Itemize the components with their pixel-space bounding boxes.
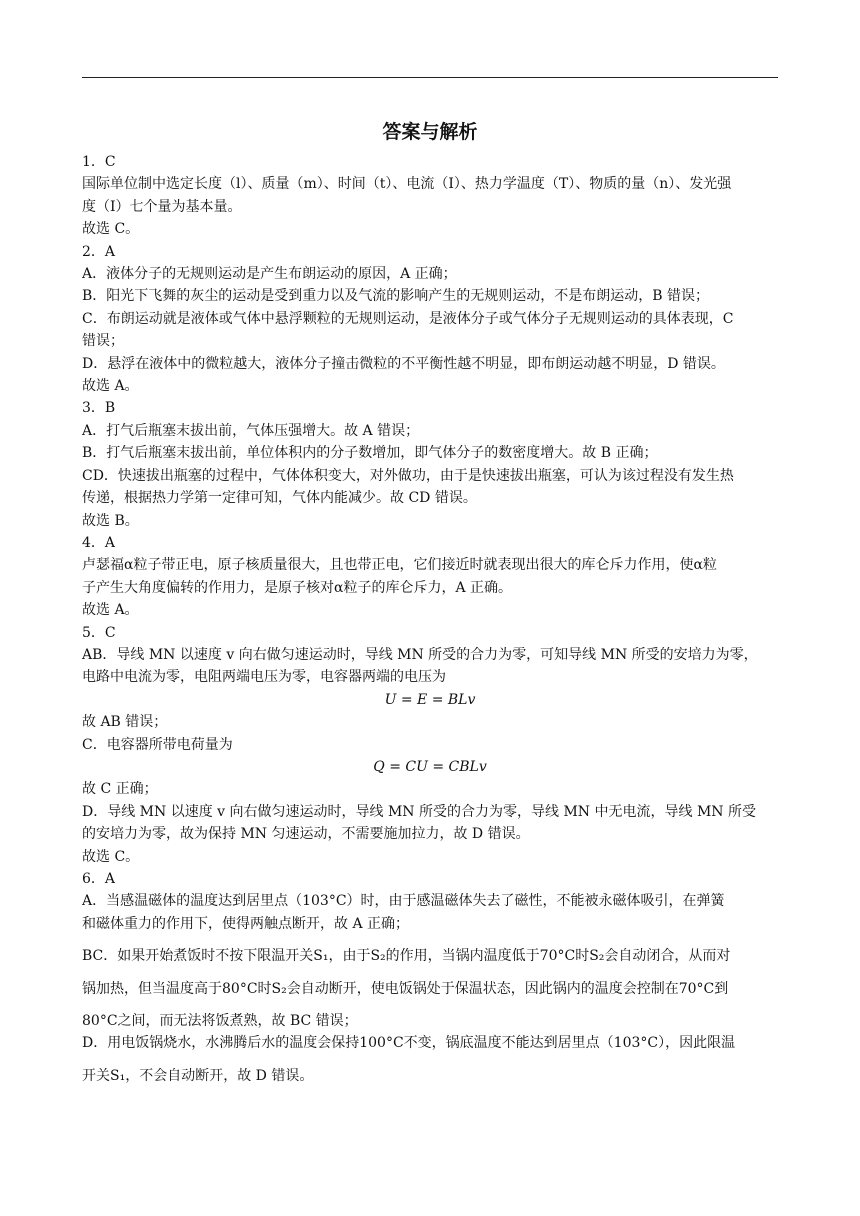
q6-option-d: 开关S₁，不会自动断开，故 D 错误。: [82, 1067, 314, 1084]
q6-option-d: D．用电饭锅烧水，水沸腾后水的温度会保持100°C不变，锅底温度不能达到居里点（103°C），因此限温: [82, 1035, 736, 1052]
q3-option-cd: 传递，根据热力学第一定律可知，气体内能减少。故 CD 错误。: [82, 490, 477, 507]
q4-answer: 4．A: [82, 534, 116, 551]
q1-answer: 1．C: [82, 154, 116, 170]
page-title: 答案与解析: [382, 121, 478, 143]
q6-option-bc: 锅加热，但当温度高于80°C时S₂会自动断开，使电饭锅处于保温状态，因此锅内的温度会控制在70°C到: [82, 980, 729, 997]
charge-equation: Q = CU = CBLv: [373, 758, 487, 775]
q6-option-bc: BC．如果开始煮饭时不按下限温开关S₁，由于S₂的作用，当锅内温度低于70°C时S₂会自动闭合，从而对: [82, 948, 731, 965]
q2-option-d: D．悬浮在液体中的微粒越大，液体分子撞击微粒的不平衡性越不明显，即布朗运动越不明显，D 错误。: [82, 355, 725, 372]
q5-answer: 5．C: [82, 624, 116, 641]
q5-option-ab-result: 故 AB 错误；: [82, 714, 168, 731]
q5-conclusion: 故选 C。: [82, 848, 140, 865]
q2-option-b: B．阳光下飞舞的灰尘的运动是受到重力以及气流的影响产生的无规则运动，不是布朗运动，B 错误；: [82, 288, 710, 305]
q1-explanation: 国际单位制中选定长度（l）、质量（m）、时间（t）、电流（I）、热力学温度（T）、物质的量（n）、发光强: [82, 176, 732, 193]
q5-option-c-result: 故 C 正确；: [82, 781, 158, 798]
q3-option-b: B．打气后瓶塞末拔出前，单位体积内的分子数增加，即气体分子的数密度增大。故 B 正确；: [82, 445, 658, 462]
q2-option-c: C．布朗运动就是液体或气体中悬浮颗粒的无规则运动，是液体分子或气体分子无规则运动的具体表现，C: [82, 310, 734, 327]
q3-answer: 3．B: [82, 400, 116, 417]
q4-explanation: 子产生大角度偏转的作用力，是原子核对α粒子的库仑斥力，A 正确。: [82, 579, 513, 596]
header-rule: [82, 77, 778, 78]
q6-option-a: A．当感温磁体的温度达到居里点（103°C）时，由于感温磁体失去了磁性，不能被永磁体吸引，在弹簧: [82, 893, 725, 910]
q5-option-c: C．电容器所带电荷量为: [82, 736, 233, 753]
q5-option-d: D．导线 MN 以速度 v 向右做匀速运动时，导线 MN 所受的合力为零，导线 MN 中无电流，导线 MN 所受: [82, 803, 756, 820]
q3-option-cd: CD．快速拔出瓶塞的过程中，气体体积变大，对外做功，由于是快速拔出瓶塞，可认为该过程没有发生热: [82, 467, 734, 484]
q6-option-a: 和磁体重力的作用下，使得两触点断开，故 A 正确；: [82, 915, 410, 932]
q2-answer: 2．A: [82, 243, 116, 260]
q1-explanation: 度（I）七个量为基本量。: [82, 198, 242, 215]
q4-conclusion: 故选 A。: [82, 602, 139, 619]
q5-option-ab: AB．导线 MN 以速度 v 向右做匀速运动时，导线 MN 所受的合力为零，可知导线 MN 所受的安培力为零，: [82, 646, 758, 663]
q1-conclusion: 故选 C。: [82, 221, 140, 238]
q5-option-ab: 电路中电流为零，电阻两端电压为零，电容器两端的电压为: [82, 669, 446, 686]
q2-option-a: A．液体分子的无规则运动是产生布朗运动的原因，A 正确；: [82, 266, 457, 283]
q6-answer: 6．A: [82, 871, 116, 887]
q4-explanation: 卢瑟福α粒子带正电，原子核质量很大，且也带正电，它们接近时就表现出很大的库仑斥力作用，使α粒: [82, 557, 717, 574]
q2-option-c: 错误；: [82, 333, 124, 350]
q6-option-bc: 80°C之间，而无法将饭煮熟，故 BC 错误；: [82, 1013, 358, 1030]
q5-option-d: 的安培力为零，故为保持 MN 匀速运动，不需要施加拉力，故 D 错误。: [82, 826, 530, 843]
answer-content: [82, 151, 778, 1087]
voltage-equation: U = E = BLv: [384, 691, 476, 708]
q3-conclusion: 故选 B。: [82, 512, 139, 529]
q2-conclusion: 故选 A。: [82, 378, 139, 395]
q3-option-a: A．打气后瓶塞末拔出前，气体压强增大。故 A 错误；: [82, 422, 420, 439]
